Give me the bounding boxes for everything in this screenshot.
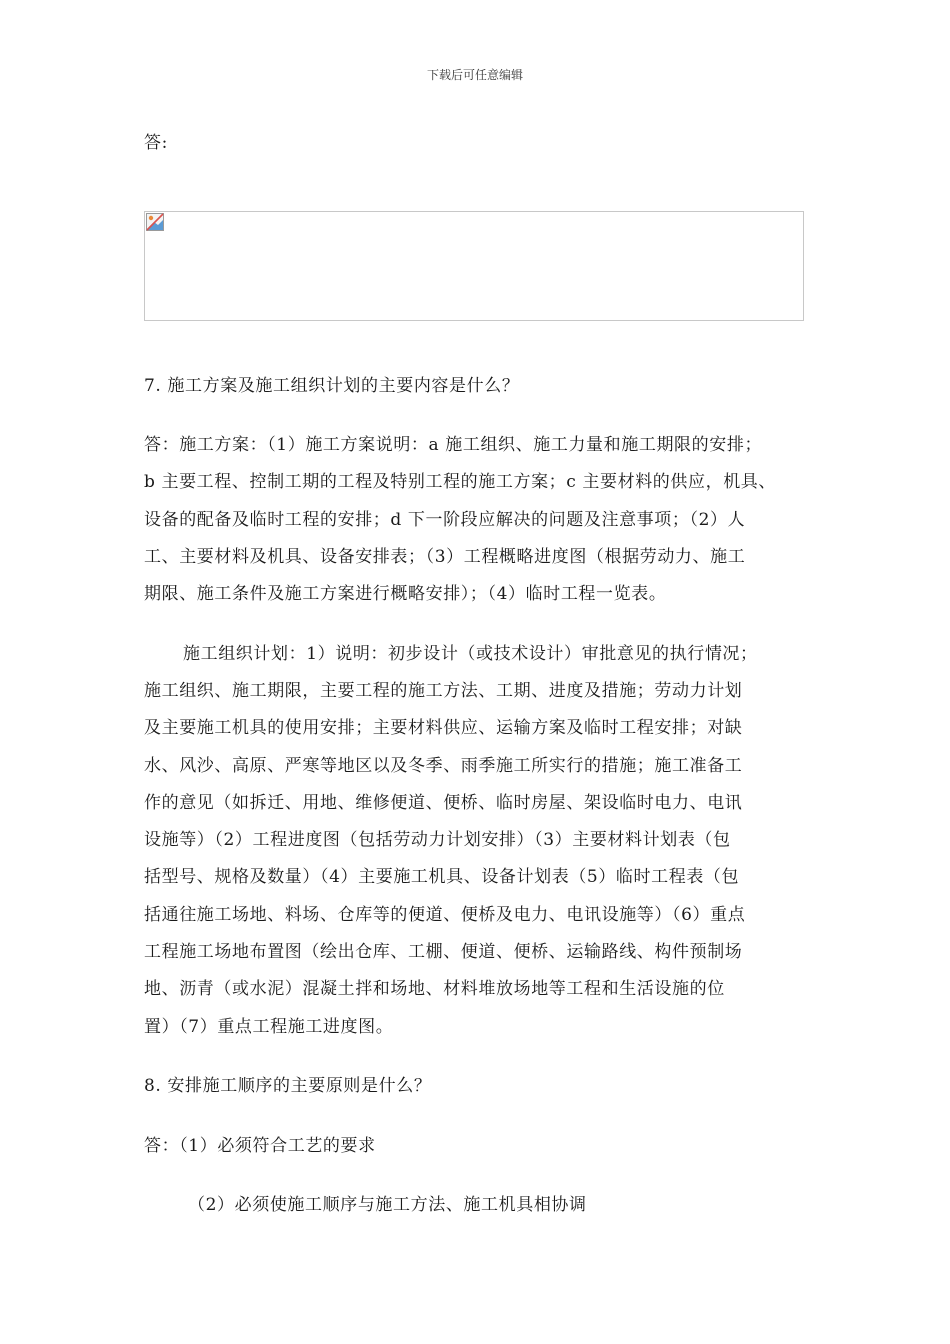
answer-label: 答: (144, 133, 168, 153)
q7-answer-line: 答：施工方案：（1）施工方案说明：a 施工组织、施工力量和施工期限的安排； (144, 435, 763, 455)
question-8: 8. 安排施工顺序的主要原则是什么？ (144, 1076, 432, 1096)
question-7: 7. 施工方案及施工组织计划的主要内容是什么？ (144, 376, 520, 396)
q7-plan-line: 地、沥青（或水泥）混凝土拌和场地、材料堆放场地等工程和生活设施的位 (144, 979, 725, 999)
q7-plan-line: 作的意见（如拆迁、用地、维修便道、便桥、临时房屋、架设临时电力、电讯 (144, 793, 743, 813)
q7-answer-line: 工、主要材料及机具、设备安排表；（3）工程概略进度图（根据劳动力、施工 (144, 547, 746, 567)
q7-answer-line: 期限、施工条件及施工方案进行概略安排）；（4）临时工程一览表。 (144, 584, 667, 604)
q7-plan-line: 括通往施工场地、料场、仓库等的便道、便桥及电力、电讯设施等）（6）重点 (144, 905, 746, 925)
q7-answer-line: 设备的配备及临时工程的安排；d 下一阶段应解决的问题及注意事项；（2）人 (144, 510, 746, 530)
q7-answer-line: b 主要工程、控制工期的工程及特别工程的施工方案；c 主要材料的供应，机具、 (144, 472, 777, 492)
q7-plan-line: 及主要施工机具的使用安排；主要材料供应、运输方案及临时工程安排；对缺 (144, 718, 743, 738)
q7-plan-line: 施工组织计划：1）说明：初步设计（或技术设计）审批意见的执行情况； (183, 644, 758, 664)
q7-plan-line: 工程施工场地布置图（绘出仓库、工棚、便道、便桥、运输路线、构件预制场 (144, 942, 743, 962)
q8-answer-line: （2）必须使施工顺序与施工方法、施工机具相协调 (188, 1195, 587, 1215)
q7-plan-line: 设施等）（2）工程进度图（包括劳动力计划安排）（3）主要材料计划表（包 (144, 830, 731, 850)
image-placeholder (144, 211, 804, 321)
q7-plan-line: 施工组织、施工期限，主要工程的施工方法、工期、进度及措施；劳动力计划 (144, 681, 743, 701)
q8-answer-line: 答：（1）必须符合工艺的要求 (144, 1136, 376, 1156)
q7-plan-line: 括型号、规格及数量）（4）主要施工机具、设备计划表（5）临时工程表（包 (144, 867, 740, 887)
broken-image-icon (146, 213, 164, 231)
q7-plan-line: 置）（7）重点工程施工进度图。 (144, 1017, 394, 1037)
page-header: 下载后可任意编辑 (426, 68, 523, 82)
q7-plan-line: 水、风沙、高原、严寒等地区以及冬季、雨季施工所实行的措施；施工准备工 (144, 756, 743, 776)
